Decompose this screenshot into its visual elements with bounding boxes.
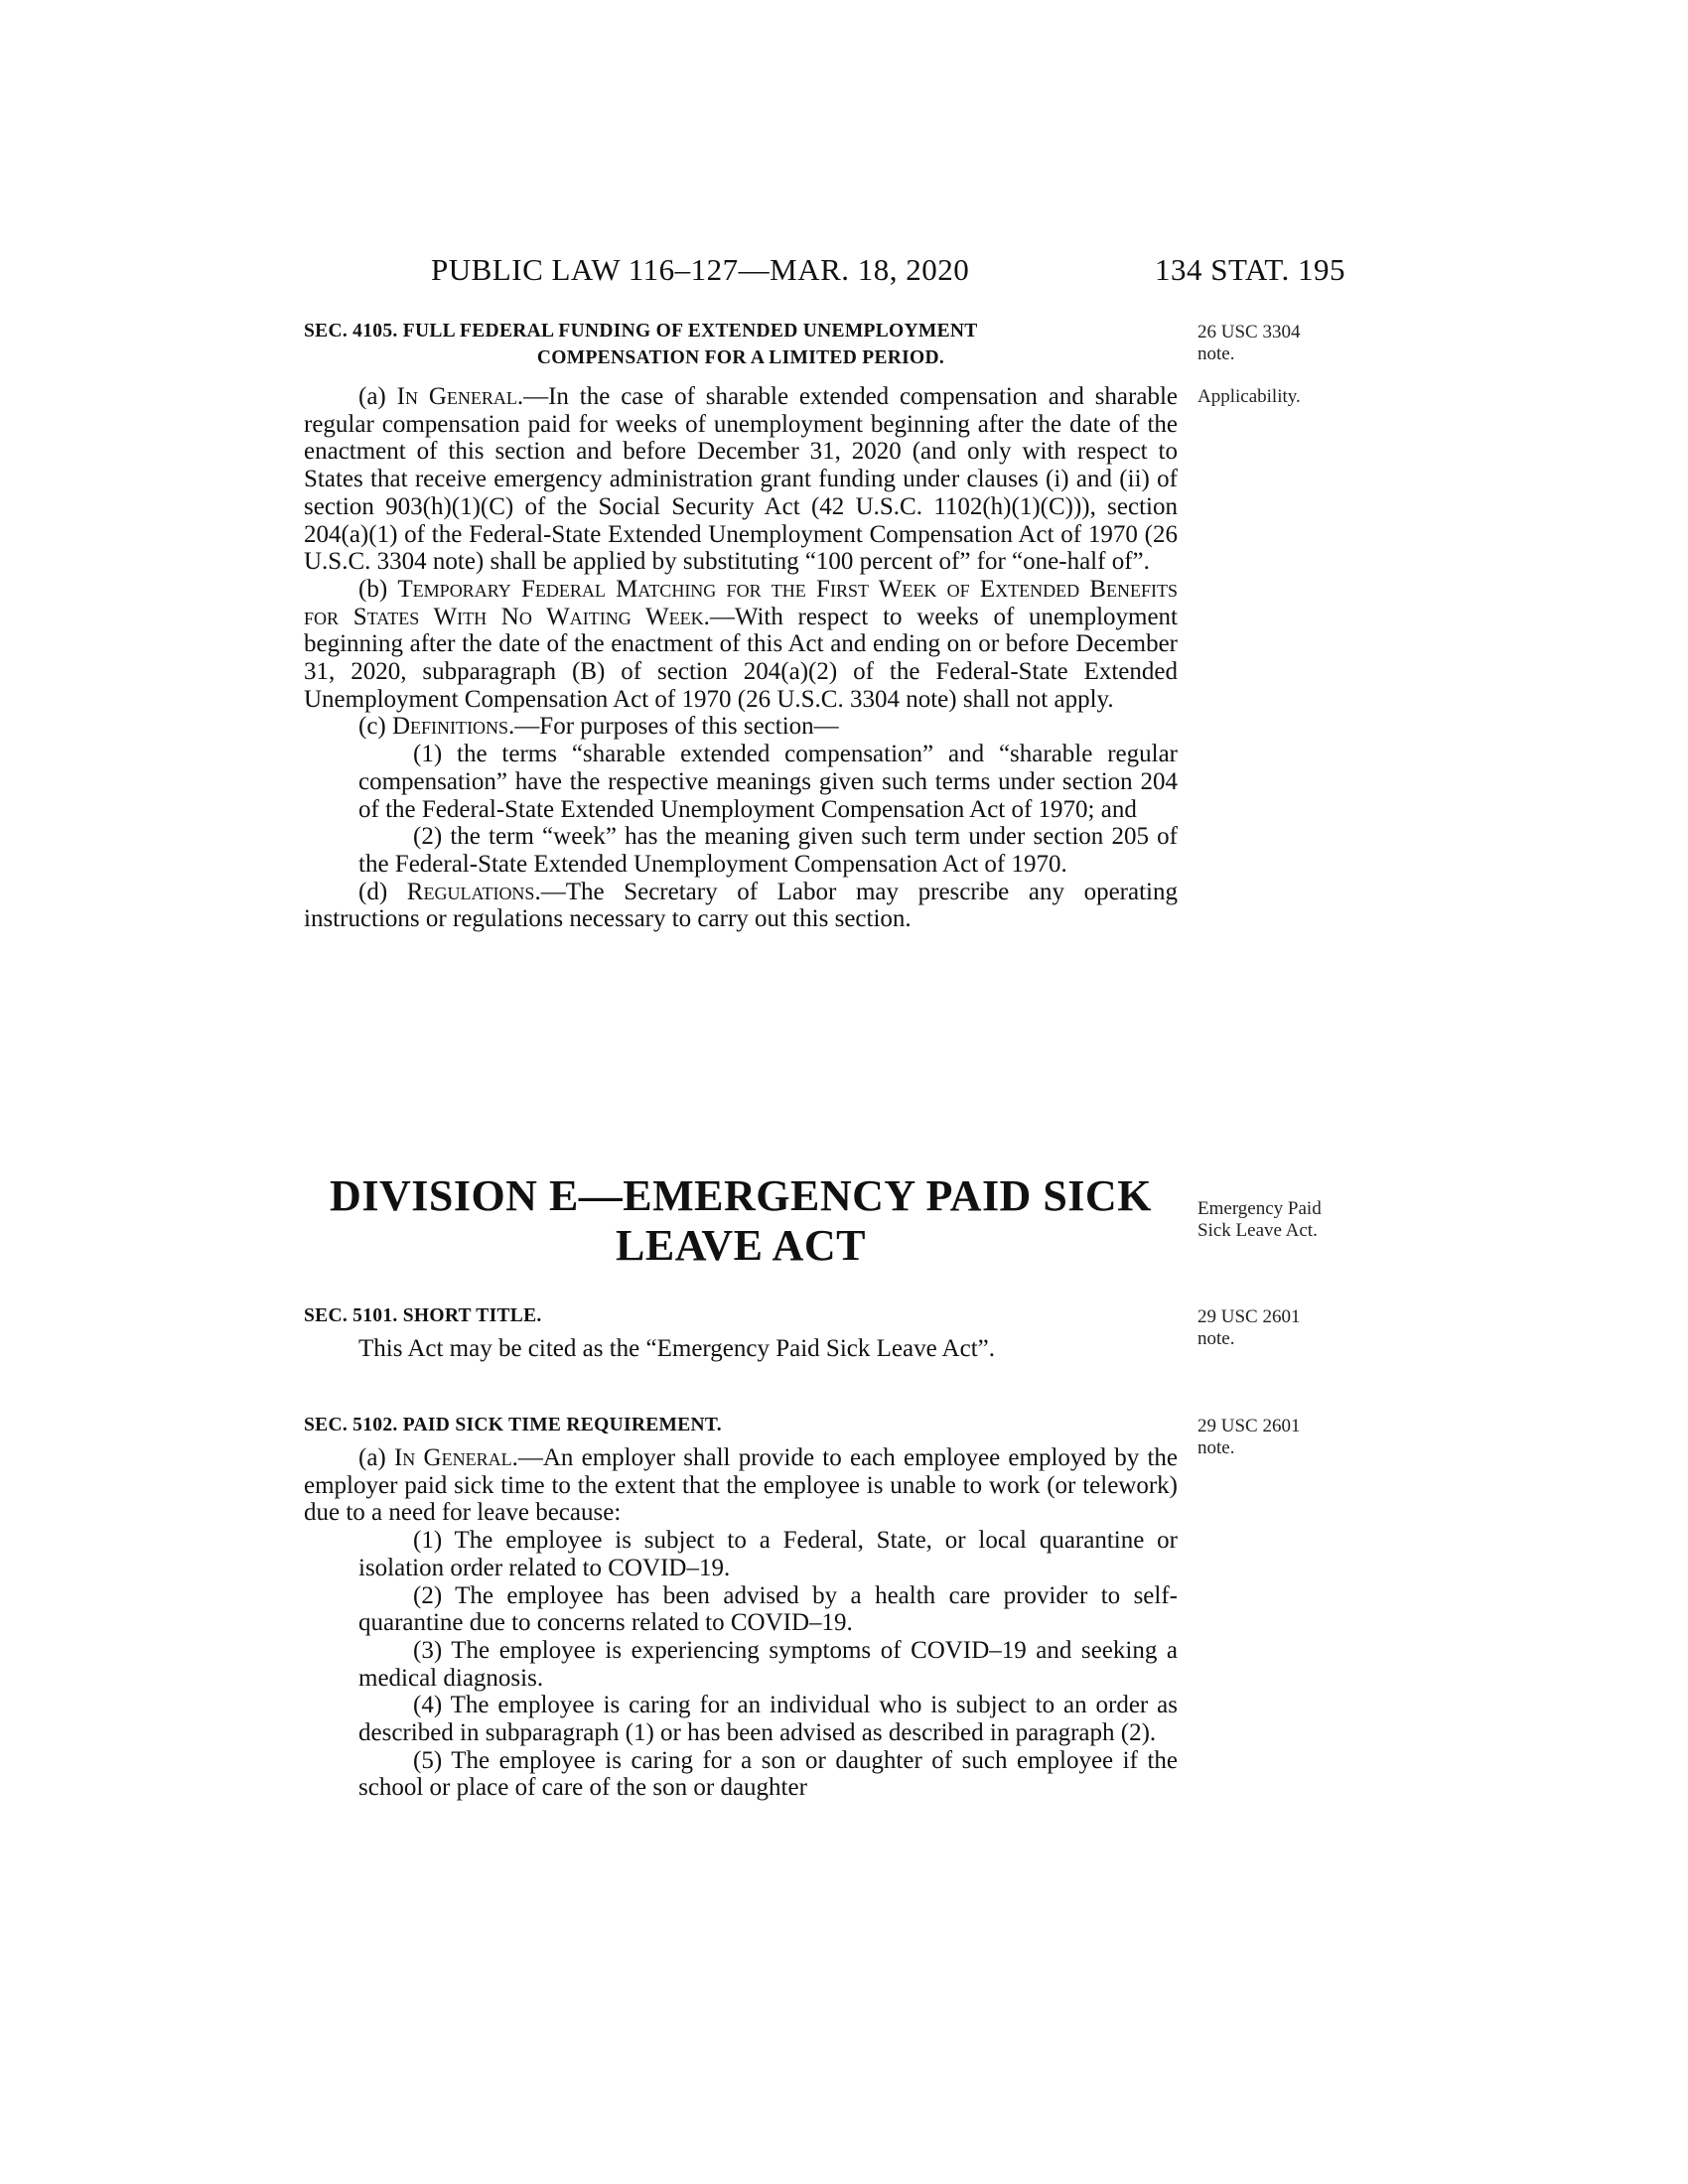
margin-note-29-usc-2601-b: 29 USC 2601 note. [1197, 1416, 1301, 1458]
sec-5101-text: This Act may be cited as the “Emergency Paid Sick Leave Act”. [358, 1335, 995, 1362]
sec-4105-subsection-a: (a) In General.—In the case of sharable extended compensation and sharable regular compensation paid for weeks of unemployment beginning after the date of the enactment of this section and before December 31, 2020 (and only with respect to States that receive emergency administration grant funding under clauses (i) and (ii) of section 903(h)(1)(C) of the Social Security Act (42 U.S.C. 1102(h)(1)(C))), section 204(a)(1) of the Federal-State Extended Unemployment Compensation Act of 1970 (26 U.S.C. 3304 note) shall be applied by substituting “100 percent of” for “one-half of”. [304, 383, 1178, 576]
sec-5101-heading: SEC. 5101. SHORT TITLE. [304, 1305, 542, 1326]
running-header-left: PUBLIC LAW 116–127—MAR. 18, 2020 [431, 252, 970, 287]
sec-5102-subsection-a: (a) In General.—An employer shall provide to each employee employed by the employer paid sick time to the extent that the employee is unable to work (or telework) due to a need for leave because: [304, 1444, 1179, 1527]
sec-4105-heading-line2: COMPENSATION FOR A LIMITED PERIOD. [536, 347, 945, 368]
sec-5102-paragraph-2: (2) The employee has been advised by a health care provider to self-quarantine due to concerns related to COVID–19. [358, 1581, 1178, 1637]
margin-note-applicability: Applicability. [1197, 386, 1301, 407]
sec-5102-paragraph-4: (4) The employee is caring for an individual who is subject to an order as described in subparagraph (1) or has been advised as described in paragraph (2). [358, 1692, 1178, 1747]
margin-note-emergency-paid-sick-leave-act: Emergency Paid Sick Leave Act. [1197, 1198, 1322, 1241]
division-title [304, 1171, 1178, 1271]
sec-5101-body [304, 1335, 1178, 1363]
page-number: 134 STAT. 195 [1155, 252, 1346, 287]
margin-note-26-usc-3304: 26 USC 3304 note. [1197, 322, 1301, 364]
sec-5102-heading: SEC. 5102. PAID SICK TIME REQUIREMENT. [304, 1415, 722, 1435]
division-title-line2: LEAVE ACT [616, 1221, 866, 1270]
sec-5102-body [304, 1444, 1178, 1802]
sec-5102-paragraph-3: (3) The employee is experiencing symptoms of COVID–19 and seeking a medical diagnosis. [358, 1636, 1178, 1692]
sec-5102-paragraph-5: (5) The employee is caring for a son or daughter of such employee if the school or place of care of the son or daughter [358, 1746, 1178, 1802]
sec-5102-paragraph-1: (1) The employee is subject to a Federal, State, or local quarantine or isolation order related to COVID–19. [358, 1527, 1178, 1581]
sec-4105-paragraph-c1: (1) the terms “sharable extended compensation” and “sharable regular compensation” have the respective meanings given such terms under section 204 of the Federal-State Extended Unemployment Compensation Act of 1970; and [358, 741, 1178, 823]
sec-4105-subsection-b: (b) Temporary Federal Matching for the First Week of Extended Benefits for States With No Waiting Week.—With respect to weeks of unemployment beginning after the date of the enactment of this Act and ending on or before December 31, 2020, subparagraph (B) of section 204(a)(2) of the Federal-State Extended Unemployment Compensation Act of 1970 (26 U.S.C. 3304 note) shall not apply. [304, 575, 1179, 713]
sec-4105-heading-line1: SEC. 4105. FULL FEDERAL FUNDING OF EXTENDED UNEMPLOYMENT [304, 321, 978, 341]
margin-note-29-usc-2601-a: 29 USC 2601 note. [1197, 1306, 1301, 1349]
sec-4105-body [304, 383, 1178, 933]
division-title-line1: DIVISION E—EMERGENCY PAID SICK [330, 1171, 1152, 1220]
sec-4105-paragraph-c2: (2) the term “week” has the meaning given such term under section 205 of the Federal-State Extended Unemployment Compensation Act of 1970. [358, 823, 1178, 878]
sec-4105-subsection-c: (c) Definitions.—For purposes of this section— [358, 713, 839, 741]
sec-4105-subsection-d: (d) Regulations.—The Secretary of Labor may prescribe any operating instructions or regulations necessary to carry out this section. [304, 878, 1178, 933]
